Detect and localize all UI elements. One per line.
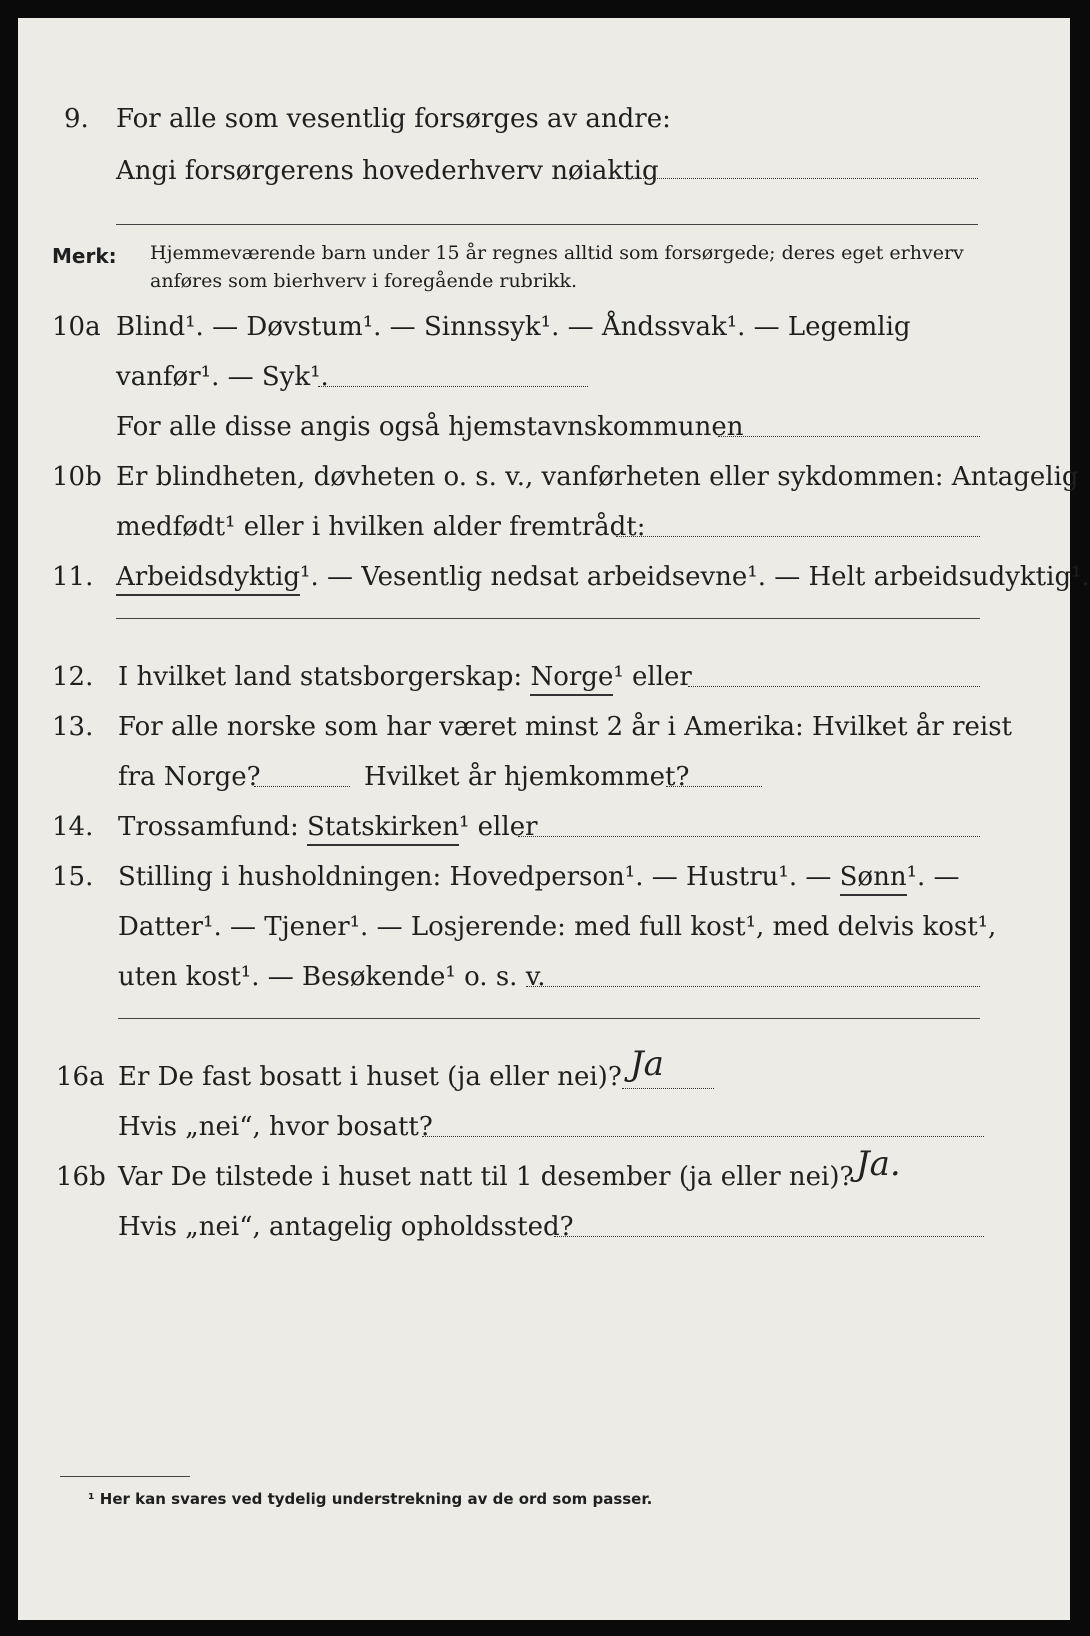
q14-line	[118, 814, 538, 840]
footnote: ¹ Her kan svares ved tydelig understrekning av de ord som passer.	[88, 1490, 653, 1508]
q12-pre: I hvilket land statsborgerskap:	[118, 662, 523, 692]
q16b-handwritten-answer[interactable]: Ja.	[856, 1144, 901, 1184]
q9-answer-line[interactable]	[618, 178, 978, 179]
q16a-line2: Hvis „nei“, hvor bosatt?	[118, 1112, 433, 1142]
q9-line2: Angi forsørgerens hovederhverv nøiaktig	[116, 156, 659, 186]
q16b-where-line[interactable]	[554, 1236, 984, 1237]
q15-line1a: Stilling i husholdningen: Hovedperson¹. — Hustru¹. —	[118, 862, 832, 892]
q16b-line2: Hvis „nei“, antagelig opholdssted?	[118, 1212, 574, 1242]
q13-return-year-line[interactable]	[666, 786, 762, 787]
q14-option-underlined[interactable]: Statskirken	[307, 812, 459, 846]
q11-line	[116, 564, 1090, 590]
q16b-number: 16b	[56, 1162, 106, 1192]
q11-option-underlined[interactable]: Arbeidsdyktig	[116, 562, 300, 596]
q10b-number: 10b	[52, 462, 102, 492]
q10a-line1: Blind¹. — Døvstum¹. — Sinnssyk¹. — Åndssvak¹. — Legemlig	[116, 312, 911, 342]
q10a-line3: For alle disse angis også hjemstavnskommunen	[116, 412, 744, 442]
q12-answer-line[interactable]	[688, 686, 980, 687]
census-form-page	[18, 18, 1090, 1620]
q15-number: 15.	[52, 862, 94, 892]
q13-line1: For alle norske som har været minst 2 år i Amerika: Hvilket år reist	[118, 712, 1012, 742]
q16a-number: 16a	[56, 1062, 105, 1092]
q10a-number: 10a	[52, 312, 101, 342]
q12-post: ¹ eller	[613, 662, 692, 692]
merk-line1: Hjemmeværende barn under 15 år regnes alltid som forsørgede; deres eget erhverv	[150, 242, 964, 264]
q16a-where-line[interactable]	[422, 1136, 984, 1137]
q15-extra-line[interactable]	[118, 1018, 980, 1019]
q15-line1b: ¹. —	[906, 862, 960, 892]
q16b-line1: Var De tilstede i huset natt til 1 desember (ja eller nei)?	[118, 1162, 854, 1192]
q16a-answer-line[interactable]	[622, 1088, 714, 1089]
q10b-line2: medfødt¹ eller i hvilken alder fremtrådt:	[116, 512, 646, 542]
q14-answer-line[interactable]	[518, 836, 980, 837]
merk-line2: anføres som bierhverv i foregående rubrikk.	[150, 270, 578, 292]
q9-extra-line[interactable]	[116, 224, 978, 225]
q12-number: 12.	[52, 662, 94, 692]
q15-line1	[118, 864, 960, 890]
q10b-line1: Er blindheten, døvheten o. s. v., vanførheten eller sykdommen: Antagelig	[116, 462, 1079, 492]
q10a-answer-line[interactable]	[318, 386, 588, 387]
q10a-home-line[interactable]	[718, 436, 980, 437]
q12-line	[118, 664, 692, 690]
q14-number: 14.	[52, 812, 94, 842]
q12-option-underlined[interactable]: Norge	[530, 662, 613, 696]
q13-line2a: fra Norge?	[118, 762, 261, 792]
q14-post: ¹ eller	[458, 812, 538, 842]
q10a-line2: vanfør¹. — Syk¹.	[116, 362, 329, 392]
q15-answer-line[interactable]	[526, 986, 980, 987]
q14-pre: Trossamfund:	[118, 812, 299, 842]
q16a-line1: Er De fast bosatt i huset (ja eller nei)?	[118, 1062, 622, 1092]
q15-line3: uten kost¹. — Besøkende¹ o. s. v.	[118, 962, 546, 992]
merk-label: Merk:	[52, 244, 117, 268]
q11-number: 11.	[52, 562, 94, 592]
q16a-handwritten-answer[interactable]: Ja	[630, 1044, 664, 1084]
q15-option-underlined[interactable]: Sønn	[840, 862, 907, 896]
q13-line2b: Hvilket år hjemkommet?	[364, 762, 690, 792]
q15-line2: Datter¹. — Tjener¹. — Losjerende: med full kost¹, med delvis kost¹,	[118, 912, 997, 942]
q13-left-year-line[interactable]	[254, 786, 350, 787]
q9-line1: For alle som vesentlig forsørges av andre:	[116, 104, 671, 134]
footnote-divider	[60, 1476, 190, 1477]
q11-extra-line[interactable]	[116, 618, 980, 619]
q10b-answer-line[interactable]	[616, 536, 980, 537]
q11-rest: ¹. — Vesentlig nedsat arbeidsevne¹. — Helt arbeidsudyktig¹.	[300, 562, 1090, 592]
q13-number: 13.	[52, 712, 94, 742]
q9-number: 9.	[64, 104, 89, 134]
